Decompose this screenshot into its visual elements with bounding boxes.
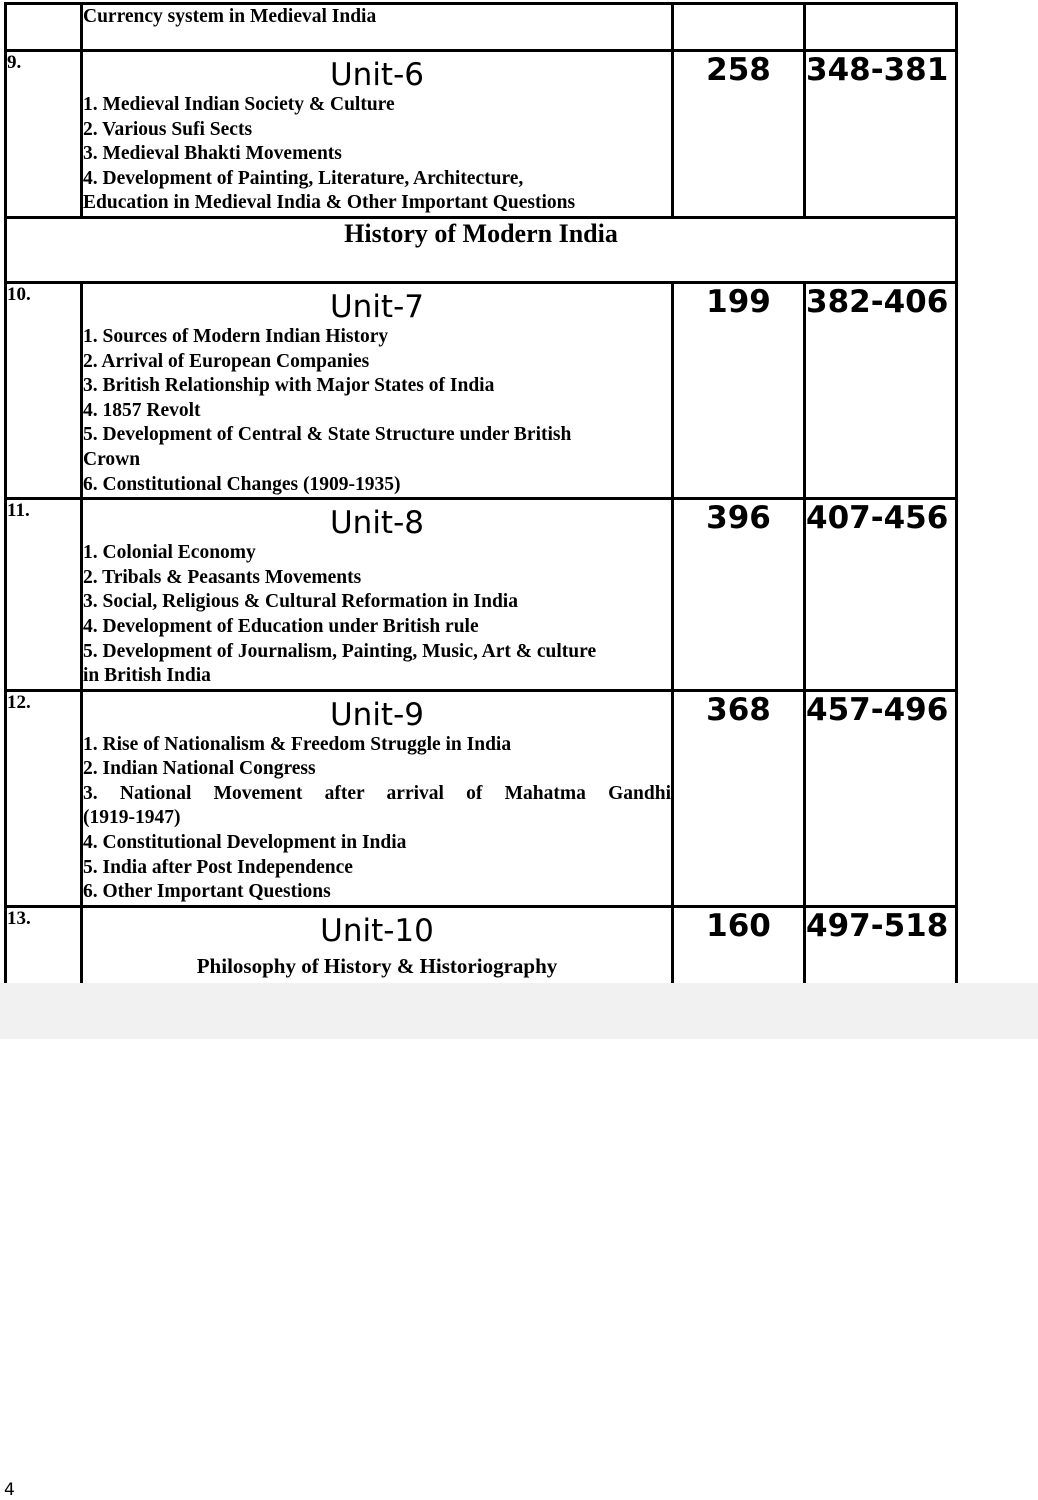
serial-number: 12. bbox=[6, 690, 82, 906]
topic-line: 2. Various Sufi Sects bbox=[83, 118, 253, 140]
topic-line: in British India bbox=[83, 665, 211, 687]
serial-number: 10. bbox=[6, 282, 82, 498]
questions-cell bbox=[673, 4, 805, 51]
topic-line: 4. Constitutional Development in India bbox=[83, 832, 407, 854]
topic-line: 4. 1857 Revolt bbox=[83, 399, 201, 421]
topic-cell bbox=[82, 51, 673, 218]
topic-cell bbox=[82, 499, 673, 691]
topic-cell bbox=[82, 690, 673, 906]
topic-cell bbox=[82, 282, 673, 498]
topic-line: 6. Constitutional Changes (1909-1935) bbox=[83, 473, 401, 495]
topic-line: 5. India after Post Independence bbox=[83, 856, 353, 878]
table-row bbox=[6, 690, 957, 906]
question-count: 160 bbox=[673, 906, 805, 984]
serial-number: 11. bbox=[6, 499, 82, 691]
topic-line: 3. British Relationship with Major States of India bbox=[83, 375, 495, 397]
topic-list bbox=[83, 541, 671, 689]
serial-cell bbox=[6, 4, 82, 51]
serial-number: 9. bbox=[6, 51, 82, 218]
table-row bbox=[6, 282, 957, 498]
topic-line: (1919-1947) bbox=[83, 807, 181, 829]
section-row bbox=[6, 217, 957, 282]
serial-number: 13. bbox=[6, 906, 82, 984]
topic-line: Crown bbox=[83, 448, 141, 470]
topic-line: 5. Development of Central & State Structure under British bbox=[83, 424, 572, 446]
pages-cell bbox=[805, 4, 957, 51]
page-range: 457-496 bbox=[805, 690, 957, 906]
topic-line: 3. Social, Religious & Cultural Reformation in India bbox=[83, 591, 518, 613]
topic-cell bbox=[82, 906, 673, 984]
question-count: 396 bbox=[673, 499, 805, 691]
unit-subtitle: Philosophy of History & Historiography bbox=[196, 953, 558, 978]
topic-line: 2. Tribals & Peasants Movements bbox=[83, 566, 362, 588]
topic-list bbox=[83, 93, 671, 216]
topic-line: 6. Other Important Questions bbox=[83, 881, 331, 903]
topic-line: Education in Medieval India & Other Important Questions bbox=[83, 192, 576, 214]
topic-list bbox=[83, 325, 671, 497]
topic-line: 1. Medieval Indian Society & Culture bbox=[83, 94, 395, 115]
question-count: 199 bbox=[673, 282, 805, 498]
table-row bbox=[6, 4, 957, 51]
question-count: 368 bbox=[673, 690, 805, 906]
page-range: 382-406 bbox=[805, 282, 957, 498]
topic-line: 2. Arrival of European Companies bbox=[83, 350, 370, 372]
contents-table bbox=[4, 2, 958, 986]
table-row bbox=[6, 906, 957, 984]
unit-title: Unit-6 bbox=[329, 57, 424, 93]
topic-line: 2. Indian National Congress bbox=[83, 758, 316, 780]
topic-line: 1. Colonial Economy bbox=[83, 542, 256, 564]
topic-line: 4. Development of Painting, Literature, Architecture, bbox=[83, 167, 524, 189]
unit-title: Unit-7 bbox=[329, 288, 424, 325]
unit-title: Unit-9 bbox=[329, 696, 424, 733]
topic-line: 5. Development of Journalism, Painting, Music, Art & culture bbox=[83, 640, 597, 662]
topic-line: Currency system in Medieval India bbox=[83, 6, 377, 27]
page-range: 348-381 bbox=[805, 51, 957, 218]
page-range: 407-456 bbox=[805, 499, 957, 691]
topic-line: 1. Rise of Nationalism & Freedom Struggle in India bbox=[83, 733, 512, 755]
topic-cell bbox=[82, 4, 673, 51]
topic-line: 4. Development of Education under British rule bbox=[83, 615, 479, 637]
topic-line: 3. Medieval Bhakti Movements bbox=[83, 143, 342, 165]
page-range: 497-518 bbox=[805, 906, 957, 984]
topic-line: 3. National Movement after arrival of Mahatma Gandhi bbox=[83, 782, 671, 804]
table-row bbox=[6, 51, 957, 218]
question-count: 258 bbox=[673, 51, 805, 218]
section-heading: History of Modern India bbox=[6, 217, 957, 282]
topic-list bbox=[83, 733, 671, 905]
footer-band bbox=[0, 983, 1038, 1039]
topic-line: 1. Sources of Modern Indian History bbox=[83, 325, 389, 347]
unit-title: Unit-10 bbox=[320, 912, 434, 949]
unit-title: Unit-8 bbox=[329, 505, 424, 542]
table-row bbox=[6, 499, 957, 691]
page-number: 4 bbox=[4, 1480, 15, 1500]
